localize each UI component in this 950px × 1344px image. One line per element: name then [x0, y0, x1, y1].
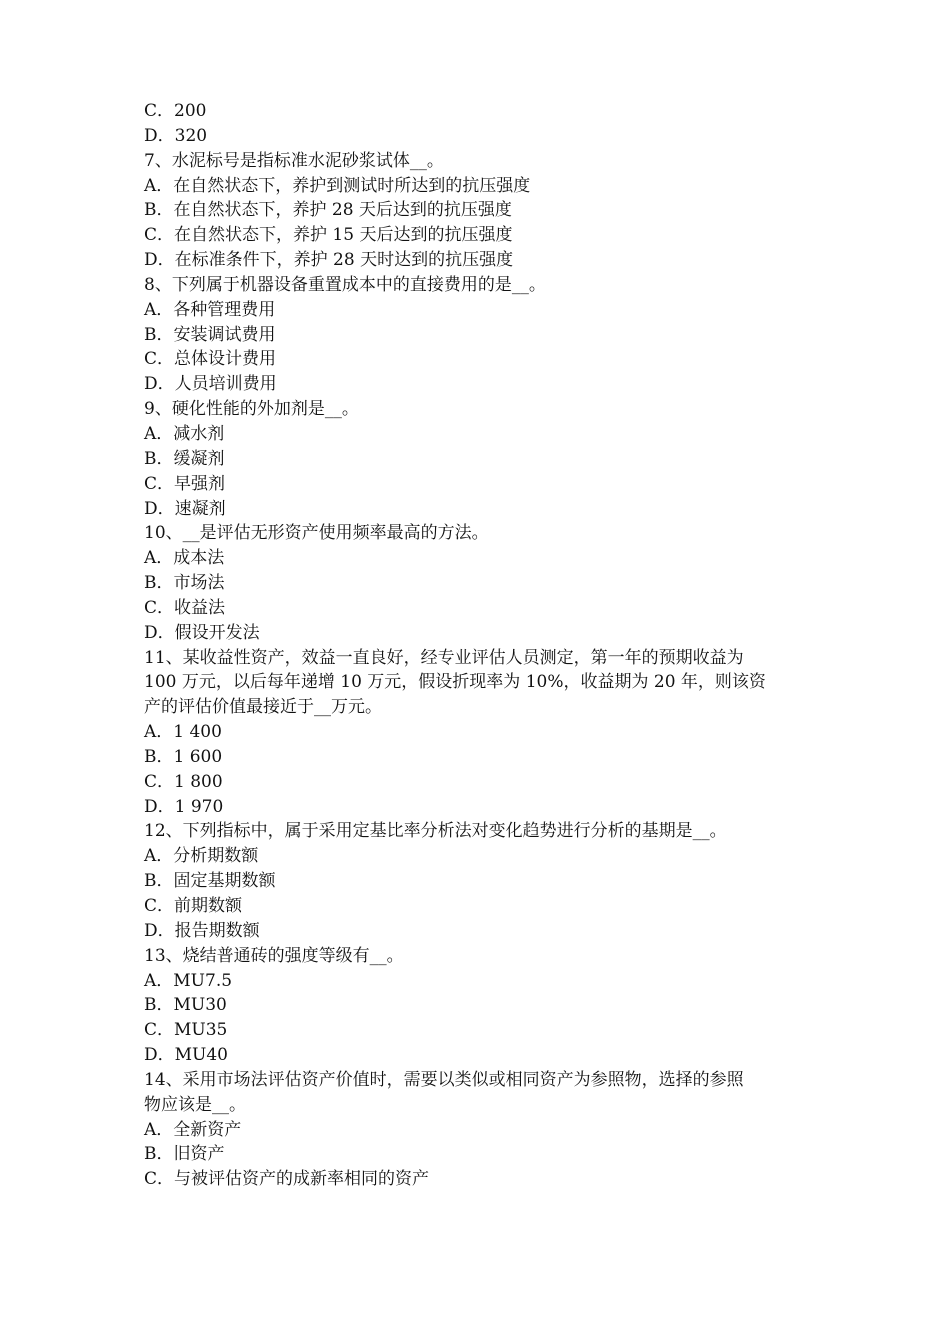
text-line: A．在自然状态下，养护到测试时所达到的抗压强度	[144, 175, 531, 196]
text-line: 11、某收益性资产，效益一直良好，经专业评估人员测定，第一年的预期收益为	[144, 647, 744, 668]
text-line: D．在标准条件下，养护 28 天时达到的抗压强度	[144, 250, 514, 271]
text-line: B．1 600	[144, 746, 223, 767]
text-line: C．前期数额	[144, 896, 243, 916]
text-line: 9、硬化性能的外加剂是__。	[144, 399, 359, 420]
text-line: A．各种管理费用	[144, 299, 276, 320]
text-line: C．MU35	[144, 1020, 228, 1041]
text-line: B．固定基期数额	[144, 871, 276, 892]
text-line: 13、烧结普通砖的强度等级有__。	[144, 945, 404, 966]
text-line: C．与被评估资产的成新率相同的资产	[144, 1169, 430, 1190]
text-line: B．市场法	[144, 573, 225, 594]
text-line: 12、下列指标中，属于采用定基比率分析法对变化趋势进行分析的基期是__。	[144, 821, 727, 842]
text-line: 产的评估价值最接近于__万元。	[144, 697, 382, 718]
text-line: C．1 800	[144, 771, 223, 792]
text-line: 8、下列属于机器设备重置成本中的直接费用的是__。	[144, 274, 546, 295]
text-line: A．减水剂	[144, 423, 225, 444]
text-line: D．320	[144, 125, 208, 146]
text-line: C．早强剂	[144, 473, 226, 494]
text-line: D．报告期数额	[144, 920, 260, 941]
text-line: 7、水泥标号是指标准水泥砂浆试体__。	[144, 150, 444, 171]
text-line: C．在自然状态下，养护 15 天后达到的抗压强度	[144, 225, 513, 246]
text-line: C．收益法	[144, 597, 226, 618]
text-line: C．200	[144, 101, 207, 121]
text-line: D．假设开发法	[144, 622, 260, 643]
text-line: A．全新资产	[144, 1119, 242, 1140]
text-line: 10、__是评估无形资产使用频率最高的方法。	[144, 523, 489, 544]
text-line: A．分析期数额	[144, 846, 259, 867]
text-line: A．成本法	[144, 548, 225, 569]
text-line: B．安装调试费用	[144, 324, 276, 345]
text-line: B．旧资产	[144, 1144, 225, 1165]
text-line: A．MU7.5	[144, 970, 233, 991]
text-line: C．总体设计费用	[144, 349, 277, 370]
text-line: B．在自然状态下，养护 28 天后达到的抗压强度	[144, 200, 512, 221]
text-line: D．速凝剂	[144, 498, 226, 519]
text-line: 物应该是__。	[144, 1094, 246, 1115]
text-line: D．人员培训费用	[144, 374, 277, 395]
text-line: D．1 970	[144, 796, 224, 817]
document-body	[144, 99, 824, 1192]
text-line: 100 万元，以后每年递增 10 万元，假设折现率为 10%，收益期为 20 年，则该资	[144, 672, 766, 693]
text-line: B．MU30	[144, 995, 227, 1016]
text-line: B．缓凝剂	[144, 448, 225, 469]
text-line: D．MU40	[144, 1045, 228, 1066]
text-line: A．1 400	[144, 722, 222, 743]
text-line: 14、采用市场法评估资产价值时，需要以类似或相同资产为参照物，选择的参照	[144, 1069, 744, 1090]
